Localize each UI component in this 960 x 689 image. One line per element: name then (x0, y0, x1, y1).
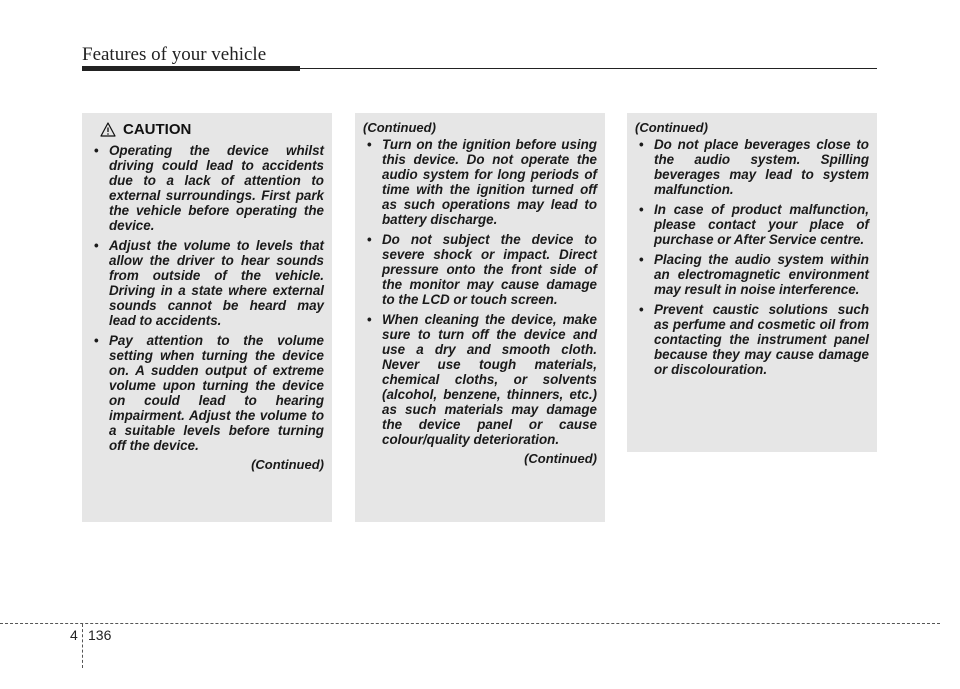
header-rule-thick (82, 66, 300, 71)
footer-rule (0, 623, 940, 624)
footer-divider (82, 624, 83, 668)
list-item: • Pay attention to the volume setting when turning the device on. A sudden output of extreme volume upon turning the device on could lead to hearing impairment. Adjust the volume to a suitable levels before turning off the device. (90, 333, 324, 453)
continued-label-start: (Continued) (363, 120, 436, 135)
caution-list (363, 137, 597, 447)
continued-label-end: (Continued) (524, 451, 597, 466)
list-item: • Do not subject the device to severe shock or impact. Direct pressure onto the front side of the monitor may cause damage to the LCD or touch screen. (363, 232, 597, 307)
list-item: • Placing the audio system within an electromagnetic environment may result in noise interference. (635, 252, 869, 297)
page-section-title: Features of your vehicle (82, 44, 267, 65)
list-item: • Turn on the ignition before using this device. Do not operate the audio system for long periods of time with the ignition turned off as such operations may lead to battery discharge. (363, 137, 597, 227)
list-item: • When cleaning the device, make sure to turn off the device and use a dry and smooth cloth. Never use tough materials, chemical cloths, or solvents (alcohol, benzene, thinners, etc.) as such materials may damage the device panel or cause colour/quality deterioration. (363, 312, 597, 447)
list-item: • Prevent caustic solutions such as perfume and cosmetic oil from contacting the instrument panel because they may cause damage or discolouration. (635, 302, 869, 377)
caution-panel (82, 113, 332, 522)
page-number: 136 (88, 627, 112, 643)
caution-heading-label: CAUTION (123, 120, 192, 138)
caution-list (90, 143, 324, 453)
continued-label-end: (Continued) (251, 457, 324, 472)
continued-label-start: (Continued) (635, 120, 708, 135)
chapter-number: 4 (70, 627, 78, 643)
header-rule-thin (300, 68, 877, 69)
caution-panel-continued-1 (355, 113, 605, 522)
list-item: • Adjust the volume to levels that allow the driver to hear sounds from outside of the vehicle. Driving in a state where external sounds cannot be heard may lead to accidents. (90, 238, 324, 328)
warning-triangle-icon (100, 122, 116, 137)
caution-list (635, 137, 869, 377)
list-item: • Operating the device whilst driving could lead to accidents due to a lack of attention to external surroundings. First park the vehicle before operating the device. (90, 143, 324, 233)
caution-heading (100, 120, 324, 138)
list-item: • Do not place beverages close to the audio system. Spilling beverages may lead to system malfunction. (635, 137, 869, 197)
list-item: • In case of product malfunction, please contact your place of purchase or After Service centre. (635, 202, 869, 247)
caution-panel-continued-2 (627, 113, 877, 452)
